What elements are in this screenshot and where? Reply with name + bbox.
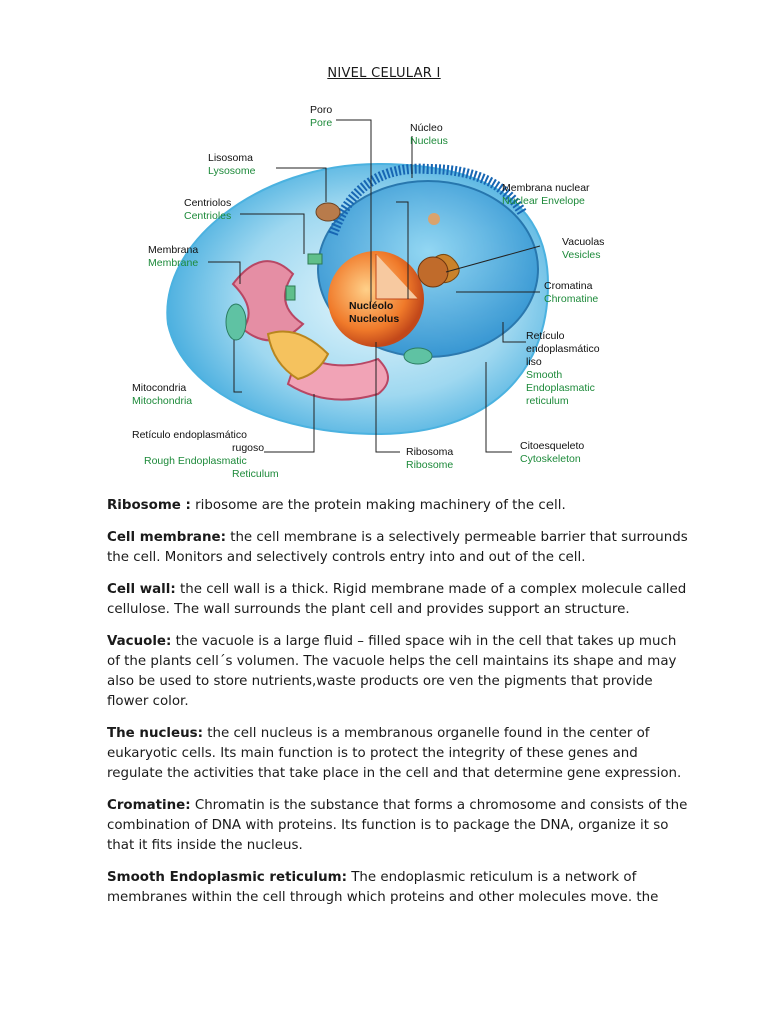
label-reticulo-rugoso: Retículo endoplasmático rugoso Rough Endoplasmatic Reticulum (132, 429, 279, 480)
centrioles-shape (308, 254, 322, 264)
label-centriolos: Centriolos Centrioles (184, 197, 232, 222)
label-nucleolo: Nucléolo Nucleolus (349, 300, 400, 325)
label-ribosoma: Ribosoma Ribosome (406, 446, 454, 471)
paragraph-vacuole: Vacuole: the vacuole is a large fluid – filled space wih in the cell that takes up much of the plants cell´s volumen. The vacuole helps the cell maintains its shape and may also be used to store nutrients,waste products ore ven the pigments that provide flower color. (107, 634, 677, 709)
paragraph-smooth-er: Smooth Endoplasmic reticulum: The endoplasmic reticulum is a network of membranes within the cell through which proteins and other molecules move. the (107, 870, 659, 905)
cell-diagram (128, 94, 638, 484)
label-reticulo-liso: Retículo endoplasmático liso Smooth Endoplasmatic reticulum (526, 330, 600, 407)
label-lisosoma: Lisosoma Lysosome (208, 152, 256, 177)
paragraph-ribosome: Ribosome : ribosome are the protein making machinery of the cell. (107, 498, 566, 513)
label-mitocondria: Mitocondria Mitochondria (132, 382, 193, 407)
lysosome-shape (316, 203, 340, 221)
label-membrana: Membrana Membrane (148, 244, 199, 269)
label-cromatina: Cromatina Chromatine (544, 280, 599, 305)
label-poro: Poro Pore (310, 104, 333, 129)
label-citoesqueleto: Citoesqueleto Cytoskeleton (520, 440, 585, 465)
paragraph-nucleus: The nucleus: the cell nucleus is a membranous organelle found in the center of eukaryotic cells. Its main function is to protect the integrity of these genes and regulate the activities that take place in the cell and that determine gene expression. (107, 726, 682, 781)
page-title: NIVEL CELULAR I (327, 66, 441, 81)
definitions (107, 496, 692, 920)
vesicle-shape (418, 257, 448, 287)
label-vacuolas: Vacuolas Vesicles (562, 236, 605, 261)
label-membrana-nuclear: Membrana nuclear Nuclear Envelope (502, 182, 590, 207)
label-nucleo: Núcleo Nucleus (410, 122, 448, 147)
mitochondria-shape (226, 304, 246, 340)
paragraph-cell-membrane: Cell membrane: the cell membrane is a selectively permeable barrier that surrounds the cell. Monitors and selectively controls entry into and out of the cell. (107, 530, 688, 565)
paragraph-cromatine: Cromatine: Chromatin is the substance that forms a chromosome and consists of the combination of DNA with proteins. Its function is to package the DNA, organize it so that it fits inside the nucleus. (107, 798, 688, 853)
paragraph-cell-wall: Cell wall: the cell wall is a thick. Rigid membrane made of a complex molecule called cellulose. The wall surrounds the plant cell and provides support an structure. (107, 582, 687, 617)
